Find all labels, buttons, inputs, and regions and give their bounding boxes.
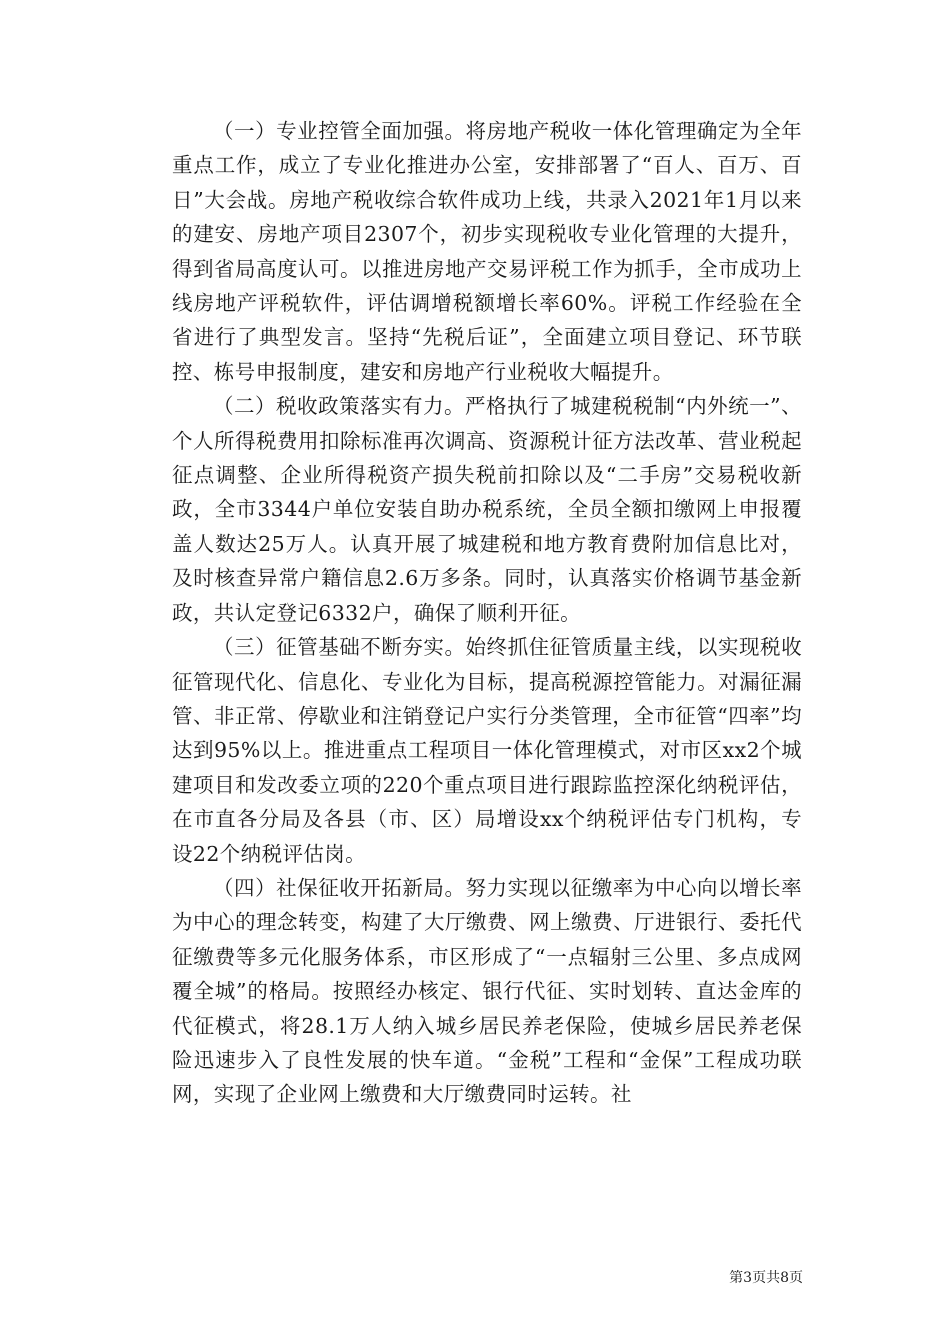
paragraph-4: （四）社保征收开拓新局。努力实现以征缴率为中心向以增长率为中心的理念转变，构建了大厅缴费、网上缴费、厅进银行、委托代征缴费等多元化服务体系，市区形成了“一点辐射三公里、多点成网覆全城”的格局。按照经办核定、银行代征、实时划转、直达金库的代征模式，将28.1万人纳入城乡居民养老保险，使城乡居民养老保险迅速步入了良性发展的快车道。“金税”工程和“金保”工程成功联网，实现了企业网上缴费和大厅缴费同时运转。社 xyxy=(172,875,802,1107)
paragraph-2: （二）税收政策落实有力。严格执行了城建税税制“内外统一”、个人所得税费用扣除标准再次调高、资源税计征方法改革、营业税起征点调整、企业所得税资产损失税前扣除以及“二手房”交易税收新政，全市3344户单位安装自助办税系统，全员全额扣缴网上申报覆盖人数达25万人。认真开展了城建税和地方教育费附加信息比对，及时核查异常户籍信息2.6万多条。同时，认真落实价格调节基金新政，共认定登记6332户，确保了顺利开征。 xyxy=(172,394,802,625)
paragraph-1: （一）专业控管全面加强。将房地产税收一体化管理确定为全年重点工作，成立了专业化推进办公室，安排部署了“百人、百万、百日”大会战。房地产税收综合软件成功上线，共录入2021年1月以来的建安、房地产项目2307个，初步实现税收专业化管理的大提升，得到省局高度认可。以推进房地产交易评税工作为抓手，全市成功上线房地产评税软件，评估调增税额增长率60%。评税工作经验在全省进行了典型发言。坚持“先税后证”，全面建立项目登记、环节联控、栋号申报制度，建安和房地产行业税收大幅提升。 xyxy=(172,119,802,384)
paragraph-3: （三）征管基础不断夯实。始终抓住征管质量主线，以实现税收征管现代化、信息化、专业化为目标，提高税源控管能力。对漏征漏管、非正常、停歇业和注销登记户实行分类管理，全市征管“四率”均达到95%以上。推进重点工程项目一体化管理模式，对市区xx2个城建项目和发改委立项的220个重点项目进行跟踪监控深化纳税评估，在市直各分局及各县（市、区）局增设xx个纳税评估专门机构，专设22个纳税评估岗。 xyxy=(172,635,802,866)
page-number-footer: 第3页共8页 xyxy=(729,1270,803,1286)
document-body xyxy=(172,114,802,1112)
